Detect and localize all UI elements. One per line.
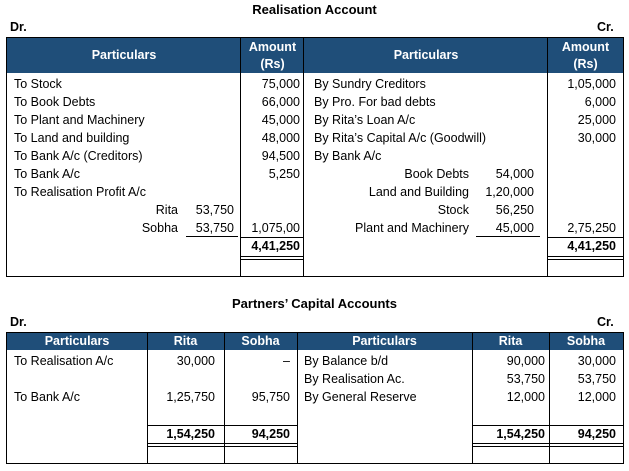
capital-header (7, 333, 623, 350)
capital-dr-label: Dr. (10, 315, 27, 329)
realisation-debit-amount: 94,500 (261, 149, 300, 163)
realisation-credit-row: By Rita’s Loan A/c (314, 113, 416, 127)
bank-item-name: Plant and Machinery (355, 221, 469, 235)
realisation-debit-row: To Bank A/c (14, 167, 81, 181)
realisation-header-particulars-left: Particulars (91, 48, 157, 62)
col-divider (297, 332, 298, 464)
capital-header-particulars-right: Particulars (352, 334, 417, 348)
bank-item-name: Land and Building (368, 185, 469, 199)
realisation-debit-row: To Plant and Machinery (14, 113, 145, 127)
capital-debit-rita: 1,25,750 (166, 390, 215, 404)
total-double-line (147, 443, 297, 444)
capital-credit-rita: 90,000 (506, 354, 545, 368)
capital-debit-rita: 30,000 (176, 354, 215, 368)
profit-split-name: Sobha (141, 221, 178, 235)
amount-right-unit: (Rs) (573, 56, 598, 71)
realisation-header (7, 38, 623, 73)
capital-credit-rita: 12,000 (506, 390, 545, 404)
bank-total: 2,75,250 (567, 221, 616, 235)
bank-item-name: Book Debts (404, 167, 469, 181)
capital-total-rita-left: 1,54,250 (166, 427, 215, 441)
capital-credit-sobha: 12,000 (577, 390, 616, 404)
profit-split-value: 53,750 (195, 221, 234, 235)
capital-credit-row: By General Reserve (304, 390, 417, 404)
realisation-debit-row: To Stock (14, 77, 62, 91)
profit-total: 1,075,00 (251, 221, 300, 235)
capital-credit-rita: 53,750 (506, 372, 545, 386)
capital-credit-row: By Realisation Ac. (304, 372, 405, 386)
realisation-credit-row: By Bank A/c (314, 149, 382, 163)
amount-left-unit: (Rs) (260, 56, 285, 71)
realisation-credit-amount: 1,05,000 (567, 77, 616, 91)
profit-split-name: Rita (155, 203, 178, 217)
realisation-credit-amount: 25,000 (577, 113, 616, 127)
realisation-cr-label: Cr. (597, 20, 614, 34)
realisation-title: Realisation Account (252, 2, 377, 17)
realisation-debit-amount: 45,000 (261, 113, 300, 127)
capital-credit-sobha: 30,000 (577, 354, 616, 368)
realisation-header-amount-right (548, 38, 623, 73)
realisation-credit-row: By Pro. For bad debts (314, 95, 436, 109)
bank-item-value: 1,20,000 (485, 185, 534, 199)
capital-total-rita-right: 1,54,250 (496, 427, 545, 441)
realisation-dr-label: Dr. (10, 20, 27, 34)
realisation-debit-row: To Land and building (14, 131, 130, 145)
capital-debit-sobha: 95,750 (251, 390, 290, 404)
bank-item-value: 54,000 (495, 167, 534, 181)
capital-debit-sobha: – (283, 354, 290, 368)
profit-split-value: 53,750 (195, 203, 234, 217)
capital-credit-sobha: 53,750 (577, 372, 616, 386)
total-double-line (147, 446, 297, 447)
bank-items-underline (476, 236, 540, 237)
capital-total-sobha-right: 94,250 (577, 427, 616, 441)
capital-header-particulars-left: Particulars (44, 334, 110, 348)
realisation-total-left: 4,41,250 (251, 239, 300, 253)
realisation-debit-amount: 66,000 (261, 95, 300, 109)
realisation-debit-amount: 48,000 (261, 131, 300, 145)
capital-credit-row: By Balance b/d (304, 354, 389, 368)
realisation-debit-amount: 5,250 (268, 167, 300, 181)
bank-item-value: 56,250 (495, 203, 534, 217)
realisation-debit-row: To Bank A/c (Creditors) (14, 149, 143, 163)
capital-debit-row: To Bank A/c (14, 390, 81, 404)
realisation-credit-amount: 30,000 (577, 131, 616, 145)
col-divider (303, 37, 304, 277)
bank-item-name: Stock (437, 203, 469, 217)
total-double-line (240, 259, 303, 260)
amount-left-label: Amount (248, 39, 297, 54)
realisation-total-right: 4,41,250 (567, 239, 616, 253)
total-double-line (547, 256, 624, 257)
realisation-credit-row: By Rita’s Capital A/c (Goodwill) (314, 131, 487, 145)
bank-item-value: 45,000 (495, 221, 534, 235)
amount-right-label: Amount (561, 39, 610, 54)
capital-header-sobha-right: Sobha (566, 334, 606, 348)
profit-split-underline (186, 236, 238, 237)
realisation-header-particulars-right: Particulars (393, 48, 459, 62)
realisation-debit-amount: 75,000 (261, 77, 300, 91)
realisation-header-amount-left (241, 38, 304, 73)
capital-total-sobha-left: 94,250 (251, 427, 290, 441)
total-double-line (472, 446, 624, 447)
capital-title: Partners’ Capital Accounts (232, 296, 397, 311)
realisation-credit-row: By Sundry Creditors (314, 77, 426, 91)
realisation-credit-amount: 6,000 (584, 95, 616, 109)
total-double-line (240, 256, 303, 257)
total-double-line (547, 259, 624, 260)
realisation-debit-row: To Realisation Profit A/c (14, 185, 147, 199)
capital-debit-row: To Realisation A/c (14, 354, 114, 368)
capital-cr-label: Cr. (597, 315, 614, 329)
total-double-line (472, 443, 624, 444)
capital-header-rita-right: Rita (498, 334, 523, 348)
capital-header-rita-left: Rita (173, 334, 198, 348)
realisation-debit-row: To Book Debts (14, 95, 96, 109)
capital-header-sobha-left: Sobha (241, 334, 280, 348)
